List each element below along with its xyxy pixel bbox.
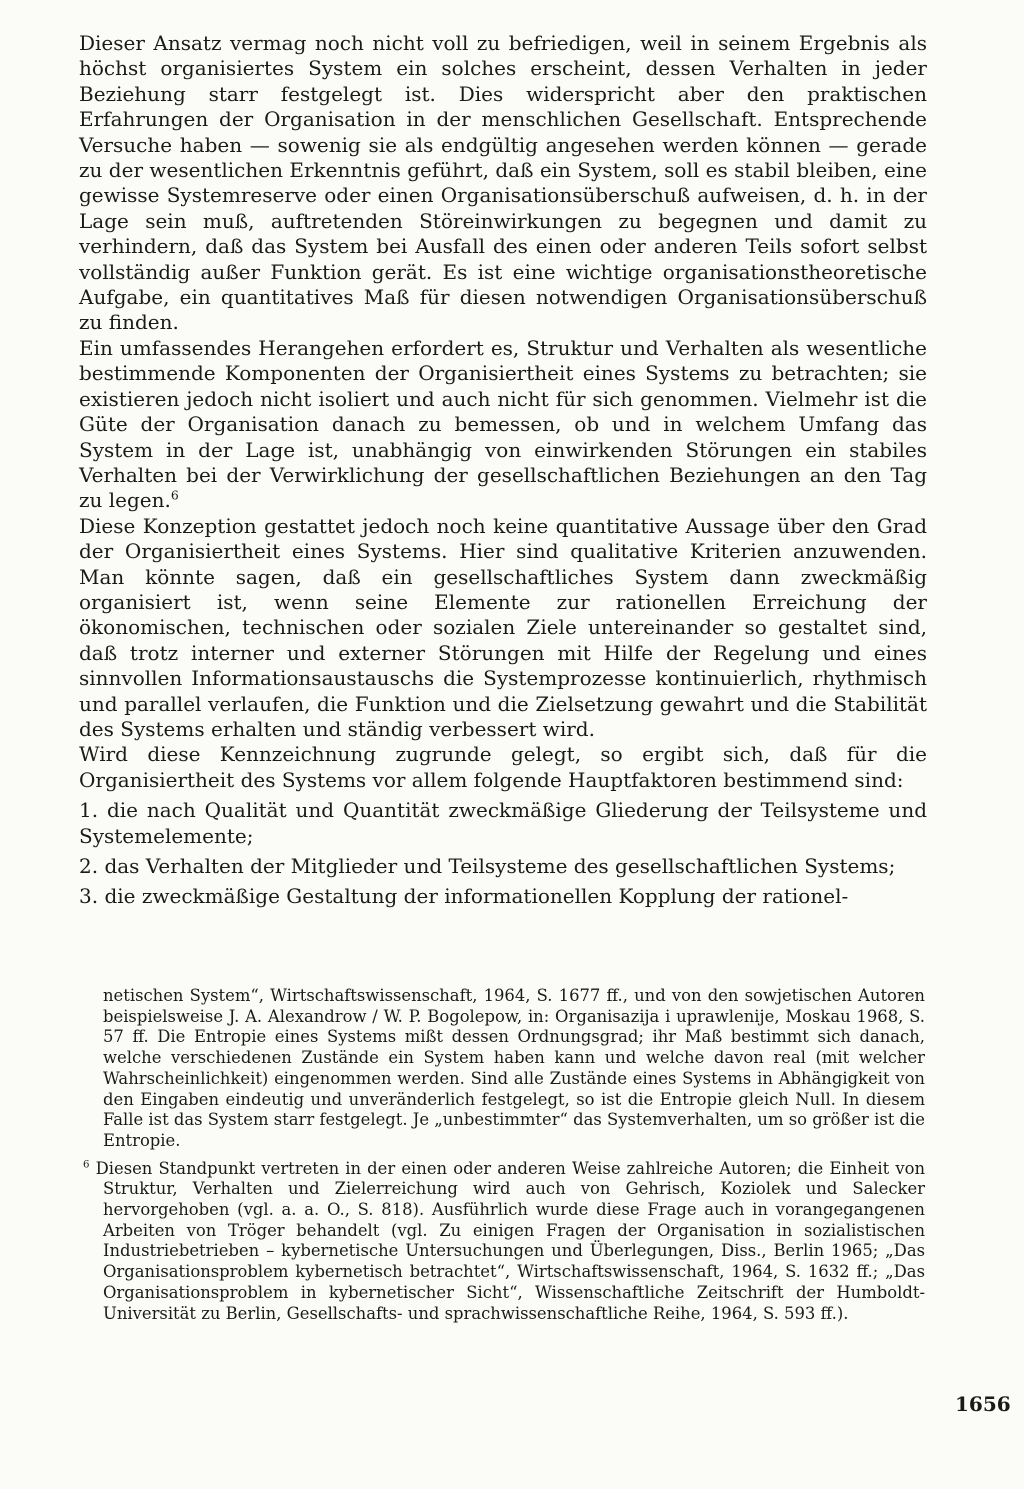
paragraph-3: Diese Konzeption gestattet jedoch noch keine quantitative Aussage über den Grad der Organisiertheit eines Systems. Hier sind qualitative Kriterien anzuwenden. Man könnte sagen, daß ein gesellschaftliches System dann zweckmäßig organisiert ist, wenn seine Elemente zur rationellen Erreichung der ökonomischen, technischen oder sozialen Ziele untereinander so gestaltet sind, daß trotz interner und externer Störungen mit Hilfe der Regelung und eines sinnvollen Informationsaustauschs die Systemprozesse kontinuierlich, rhythmisch und parallel verlaufen, die Funktion und die Zielsetzung gewahrt und die Stabilität des Systems erhalten und ständig verbessert wird. — [79, 513, 927, 741]
list-item-3: 3. die zweckmäßige Gestaltung der informationellen Kopplung der rationel- — [79, 884, 849, 909]
paragraph-1: Dieser Ansatz vermag noch nicht voll zu befriedigen, weil in seinem Ergebnis als höchst organisiertes System ein solches erscheint, dessen Verhalten in jeder Beziehung starr festgelegt ist. Dies widerspricht aber den praktischen Erfahrungen der Organisation in der menschlichen Gesellschaft. Entsprechende Versuche haben — sowenig sie als endgültig angesehen werden können — gerade zu der wesentlichen Erkenntnis geführt, daß ein System, soll es stabil bleiben, eine gewisse Systemreserve oder einen Organisationsüberschuß aufweisen, d. h. in der Lage sein muß, auftretenden Störeinwirkungen zu begegnen und damit zu verhindern, daß das System bei Ausfall des einen oder anderen Teils sofort selbst vollständig außer Funktion gerät. Es ist eine wichtige organisationstheoretische Aufgabe, ein quantitatives Maß für diesen notwendigen Organisationsüberschuß zu finden. — [79, 31, 927, 335]
paragraph-2-text: Ein umfassendes Herangehen erfordert es, Struktur und Verhalten als wesentliche bestimmende Komponenten der Organisiertheit eines Systems zu betrachten; sie existieren jedoch nicht isoliert und auch nicht für sich genommen. Vielmehr ist die Güte der Organisation danach zu bemessen, ob und in welchem Umfang das System in der Lage ist, unabhängig von einwirkenden Störungen ein stabiles Verhalten bei der Verwirklichung der gesellschaftlichen Beziehungen an den Tag zu legen. — [79, 335, 927, 513]
footnote-continuation: netischen System“, Wirtschaftswissenschaft, 1964, S. 1677 ff., und von den sowjetischen Autoren beispielsweise J. A. Alexandrow / W. P. Bogolepow, in: Organisazija i uprawlenije, Moskau 1968, S. 57 ff. Die Entropie eines Systems mißt dessen Ordnungsgrad; ihr Maß bestimmt sich danach, welche verschiedenen Zustände ein System haben kann und welche davon real (mit welcher Wahrscheinlichkeit) eingenommen werden. Sind alle Zustände eines Systems in Abhängigkeit von den Eingaben eindeutig und unveränderlich festgelegt, so ist die Entropie gleich Null. In diesem Falle ist das System starr festgelegt. Je „unbestimmter“ das Systemverhalten, um so größer ist die Entropie. — [103, 986, 925, 1150]
list-item-1: 1. die nach Qualität und Quantität zweckmäßige Gliederung der Teilsysteme und Systemelemente; — [79, 798, 927, 848]
footnote-6-text: Diesen Standpunkt vertreten in der einen oder anderen Weise zahlreiche Autoren; die Einheit von Struktur, Verhalten und Zielerreichung wird auch von Gehrisch, Koziolek und Salecker hervorgehoben (vgl. a. a. O., S. 818). Ausführlich wurde diese Frage auch in vorangegangenen Arbeiten von Tröger behandelt (vgl. Zu einigen Fragen der Organisation in sozialistischen Industriebetrieben – kybernetische Untersuchungen und Überlegungen, Diss., Berlin 1965; „Das Organisationsproblem kybernetisch betrachtet“, Wirtschaftswissenschaft, 1964, S. 1632 ff.; „Das Organisationsproblem in kybernetischer Sicht“, Wissenschaftliche Zeitschrift der Humboldt-Universität zu Berlin, Gesellschafts- und sprachwissenschaftliche Reihe, 1964, S. 593 ff.). — [95, 1158, 926, 1323]
footnotes — [83, 986, 926, 1324]
list-item-2: 2. das Verhalten der Mitglieder und Teilsysteme des gesellschaftlichen Systems; — [79, 854, 896, 878]
paragraph-4: Wird diese Kennzeichnung zugrunde gelegt, so ergibt sich, daß für die Organisiertheit des Systems vor allem folgende Hauptfaktoren bestimmend sind: — [79, 742, 927, 792]
main-text — [79, 31, 927, 910]
footnote-6-number: 6 — [83, 1159, 90, 1171]
page-number: 1656 — [955, 1392, 1011, 1416]
footnote-6 — [83, 1158, 926, 1325]
paragraph-2 — [79, 336, 927, 514]
footnote-reference-6: 6 — [170, 487, 179, 503]
